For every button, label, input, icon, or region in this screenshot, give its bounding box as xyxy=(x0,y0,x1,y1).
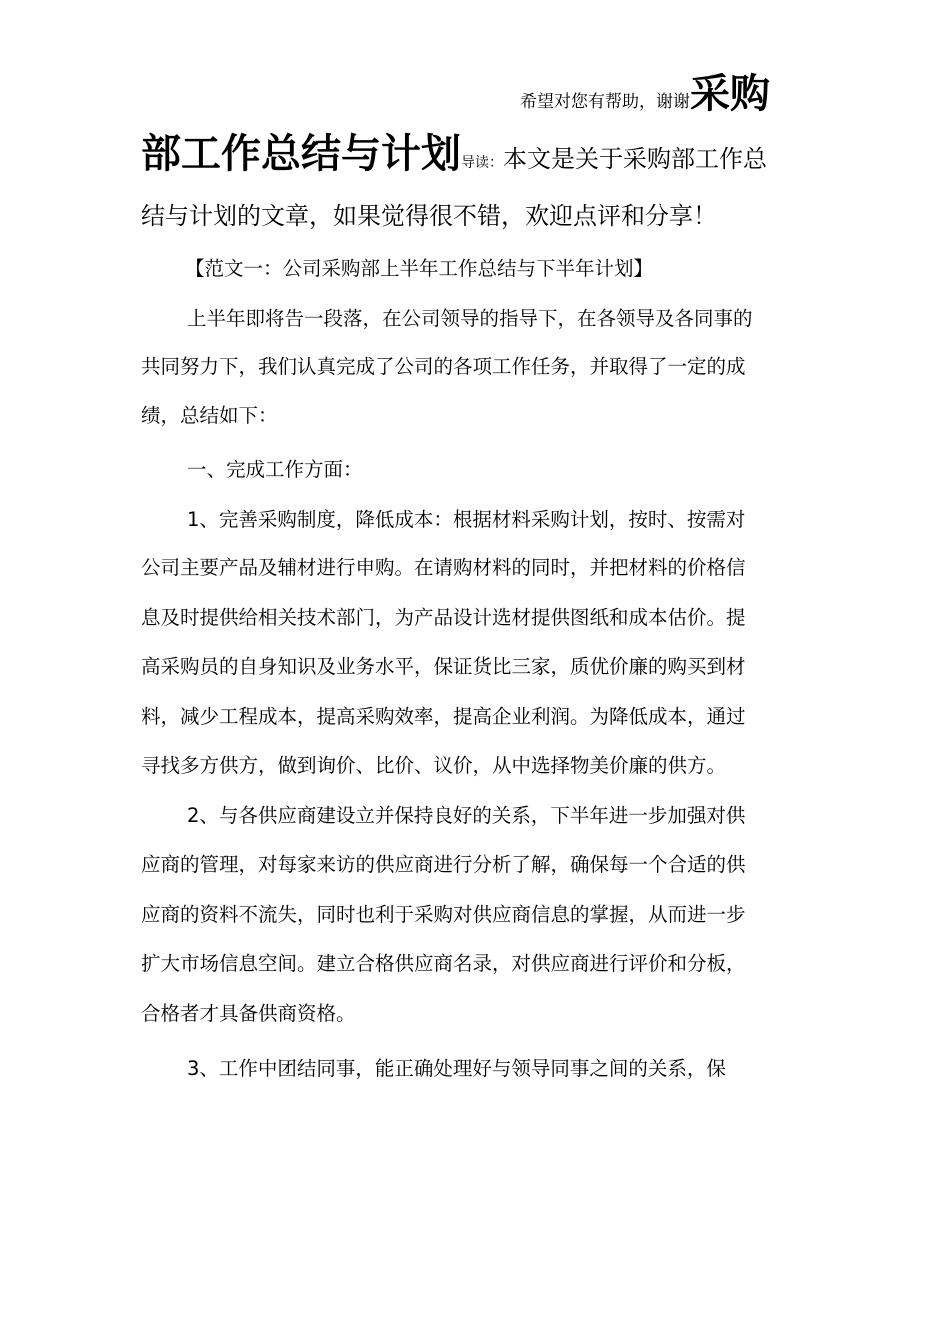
title-line xyxy=(141,122,767,179)
paragraph-line: 应商的管理，对每家来访的供应商进行分析了解，确保每一个合适的供 xyxy=(141,853,746,876)
guide-text-1: 本文是关于采购部工作总 xyxy=(503,145,767,173)
title-part-2: 部工作总结与计划 xyxy=(141,131,461,177)
paragraph-line: 1、完善采购制度，降低成本：根据材料采购计划，按时、按需对 xyxy=(187,508,746,531)
header-line xyxy=(520,62,770,119)
paragraph-line: 应商的资料不流失，同时也利于采购对供应商信息的掌握，从而进一步 xyxy=(141,903,746,926)
section-title: 【范文一：公司采购部上半年工作总结与下半年计划】 xyxy=(185,257,654,280)
paragraph-line: 息及时提供给相关技术部门，为产品设计选材提供图纸和成本估价。提 xyxy=(141,606,746,629)
paragraph-line: 高采购员的自身知识及业务水平，保证货比三家，质优价廉的购买到材 xyxy=(141,655,746,678)
title-part-1: 采购 xyxy=(690,71,770,117)
paragraph-line: 共同努力下，我们认真完成了公司的各项工作任务，并取得了一定的成 xyxy=(141,355,746,378)
paragraph-line: 2、与各供应商建设立并保持良好的关系，下半年进一步加强对供 xyxy=(187,804,746,827)
paragraph-line: 3、工作中团结同事，能正确处理好与领导同事之间的关系，保 xyxy=(187,1057,726,1080)
guide-label: 导读： xyxy=(461,155,503,171)
paragraph-line: 寻找多方供方，做到询价、比价、议价，从中选择物美价廉的供方。 xyxy=(141,754,727,777)
paragraph-line: 上半年即将告一段落，在公司领导的指导下，在各领导及各同事的 xyxy=(187,307,753,330)
guide-text-2: 结与计划的文章，如果觉得很不错，欢迎点评和分享！ xyxy=(141,202,717,230)
paragraph-line: 扩大市场信息空间。建立合格供应商名录，对供应商进行评价和分板， xyxy=(141,952,746,975)
paragraph-line: 合格者才具备供商资格。 xyxy=(141,1002,356,1025)
paragraph-line: 一、完成工作方面： xyxy=(187,458,363,481)
paragraph-line: 料，减少工程成本，提高采购效率，提高企业利润。为降低成本，通过 xyxy=(141,705,746,728)
thanks-text: 希望对您有帮助，谢谢 xyxy=(520,92,690,112)
paragraph-line: 公司主要产品及辅材进行申购。在请购材料的同时，并把材料的价格信 xyxy=(141,556,746,579)
paragraph-line: 绩，总结如下： xyxy=(141,404,278,427)
